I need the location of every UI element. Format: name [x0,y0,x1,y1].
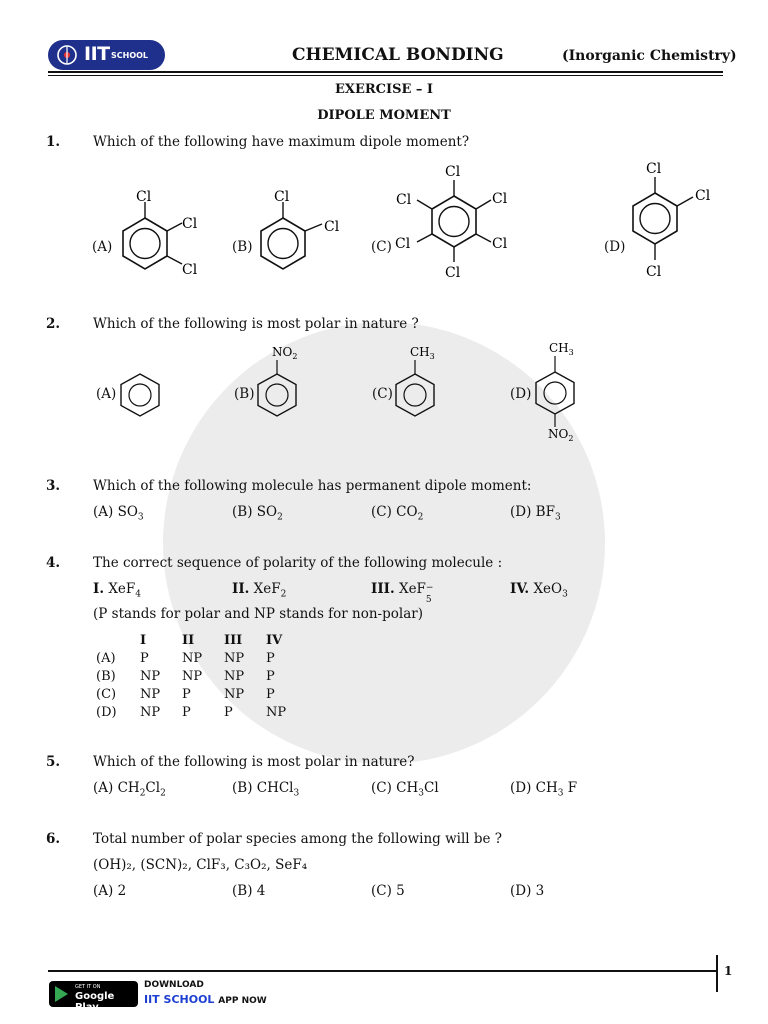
option-c: (C) $CH_3Cl$ [371,780,439,799]
question-number: 3. [46,478,61,494]
option-label: (D) [510,386,532,402]
option-d: (D) $CH_3$ F [510,780,578,799]
exercise-heading: EXERCISE – I [334,82,434,97]
question-text: Which of the following have maximum dipole moment? [93,134,470,150]
option-label: (B) [234,386,255,402]
table-row: (B) NP NP NP P [96,668,275,684]
question-text: Which of the following is most polar in nature ? [93,316,419,332]
question-text: Which of the following molecule has permanent dipole moment: [93,478,532,494]
table-row: (C) NP P NP P [96,686,275,702]
option-d: (D) $BF_3$ [510,504,561,523]
option-label: (C) [371,239,392,255]
play-store-icon [55,986,68,1002]
atom-label: Cl [492,191,508,207]
atom-label: Cl [395,236,411,252]
option-label: (A) [96,386,117,402]
group-label: $NO_2$ [548,427,574,443]
option-b: (B) $SO_2$ [232,504,283,523]
item-iii: III. XeF − 5 [371,581,434,605]
question-text: Which of the following is most polar in nature? [93,754,415,770]
atom-label: Cl [646,264,662,280]
option-a: (A) 2 [93,883,127,899]
option-a: (A) $CH_2Cl_2$ [93,780,166,799]
p-nitrotoluene-structure [530,338,590,446]
table-row: (A) P NP NP P [96,650,275,666]
atom-label: Cl [136,189,152,205]
option-label: (D) [604,239,626,255]
app-promo: IIT SCHOOL APP NOW [144,993,267,1006]
table-row: (D) NP P P NP [96,704,287,720]
atom-label: Cl [646,161,662,177]
logo-emblem-icon [56,44,78,66]
item-ii: II. XeF$_2$ [232,581,287,600]
iit-school-logo [48,40,165,70]
polarity-table [96,631,308,721]
option-b: (B) 4 [232,883,266,899]
footer-divider [716,955,718,992]
question-number: 1. [46,134,61,150]
option-c: (C) 5 [371,883,405,899]
option-a: (A) $SO_3$ [93,504,144,523]
species-list: (OH)₂, (SCN)₂, ClF₃, C₃O₂, SeF₄ [93,857,308,873]
option-label: (B) [232,239,253,255]
benzene-structure [118,372,164,418]
trichlorobenzene-124-structure [620,155,730,283]
atom-label: Cl [182,216,198,232]
question-number: 2. [46,316,61,332]
page-title: CHEMICAL BONDING [292,45,504,65]
option-c: (C) $CO_2$ [371,504,424,523]
option-label: (A) [92,239,113,255]
trichlorobenzene-structure [112,188,212,283]
question-text: Total number of polar species among the following will be ? [93,831,503,847]
option-b: (B) CHCl$_3$ [232,780,300,799]
google-play-badge[interactable] [49,981,138,1013]
download-label: DOWNLOAD [144,980,204,990]
section-heading: DIPOLE MOMENT [317,108,451,123]
question-text: The correct sequence of polarity of the following molecule : [93,555,503,571]
footer-rule [48,970,718,972]
store-small-text: GET IT ON [75,984,101,990]
hexachlorobenzene-structure [393,160,523,284]
dichlorobenzene-structure [250,188,350,283]
page-number: 1 [724,964,733,978]
toluene-structure [390,343,450,419]
header-rule [48,71,723,73]
option-label: (C) [372,386,393,402]
atom-label: Cl [274,189,290,205]
atom-label: Cl [182,262,198,278]
atom-label: Cl [396,192,412,208]
group-label: $NO_2$ [272,345,298,361]
question-number: 6. [46,831,61,847]
question-number: 5. [46,754,61,770]
table-header-row: I II III IV [140,632,283,648]
atom-label: Cl [492,236,508,252]
group-label: $CH_3$ [410,345,435,361]
store-name: Google Play [75,991,115,1013]
atom-label: Cl [445,265,461,281]
item-iv: IV. XeO$_3$ [510,581,568,600]
atom-label: Cl [324,219,340,235]
note-text: (P stands for polar and NP stands for non-polar) [93,606,423,622]
atom-label: Cl [445,164,461,180]
group-label: $CH_3$ [549,341,574,357]
header-rule-thin [48,75,723,76]
nitrobenzene-structure [252,343,312,419]
item-i: I. XeF$_4$ [93,581,142,600]
option-d: (D) 3 [510,883,545,899]
atom-label: Cl [695,188,711,204]
logo-subtext: SCHOOL [111,51,149,60]
logo-text: IIT [84,43,110,65]
question-number: 4. [46,555,61,571]
subject-label: (Inorganic Chemistry) [562,48,737,64]
